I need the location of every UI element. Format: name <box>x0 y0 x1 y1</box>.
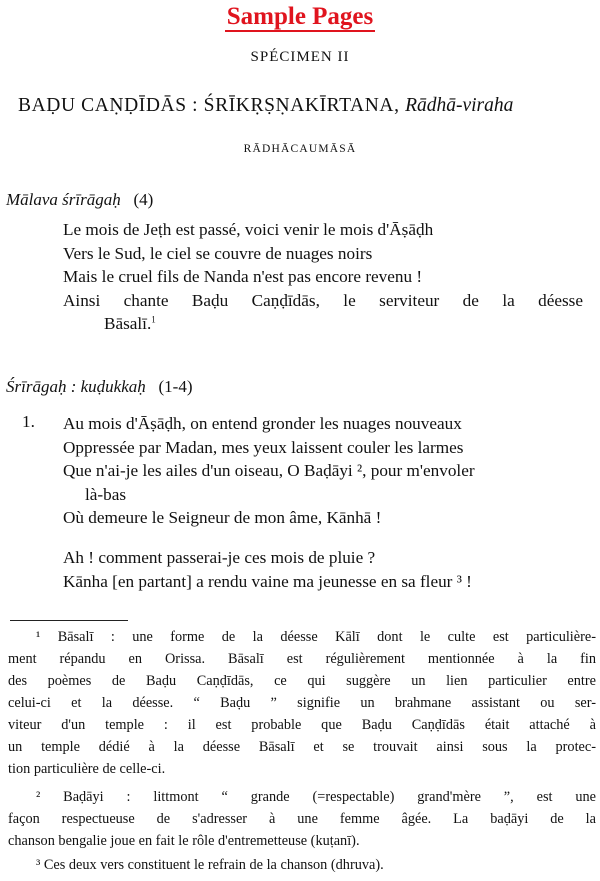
sample-pages-banner: Sample Pages <box>226 3 374 30</box>
section2-verse <box>63 412 475 530</box>
verse-line: Où demeure le Seigneur de mon âme, Kānhā ! <box>63 508 382 527</box>
footnote-3: ³ Ces deux vers constituent le refrain de la chanson (dhruva). <box>36 857 384 873</box>
verse-line: Oppressée par Madan, mes yeux laissent couler les larmes <box>63 437 464 457</box>
verse-line: Le mois de Jeṭh est passé, voici venir le mois d'Āṣāḍh <box>63 220 434 239</box>
section1-verse <box>63 218 583 336</box>
verse-line: Au mois d'Āṣāḍh, on entend gronder les nuages nouveaux <box>63 414 462 433</box>
section1-heading <box>6 190 153 210</box>
verse-line: Kānha [en partant] a rendu vaine ma jeunesse en sa fleur ³ ! <box>63 571 472 591</box>
section2-stanza2 <box>63 546 472 593</box>
footnote-divider <box>10 620 128 621</box>
work-title-italic: Rādhā-viraha <box>405 95 514 116</box>
verse-line: Vers le Sud, le ciel se couvre de nuages noirs <box>63 243 373 263</box>
verse-line: Que n'ai-je les ailes d'un oiseau, O Baḍāyi ², pour m'envoler <box>63 461 475 480</box>
section2-number: (1-4) <box>158 377 193 396</box>
section1-number: (4) <box>133 190 154 209</box>
work-title-main: BAḌU CAṆḌĪDĀS : ŚRĪKṚṢṆAKĪRTANA, <box>18 95 400 116</box>
section2-raga: Śrīrāgaḥ : kuḍukkaḥ <box>6 377 146 396</box>
verse-line: Ainsi chante Baḍu Caṇḍīdās, le serviteur de la déesse <box>63 290 583 310</box>
stanza-number: 1. <box>22 412 35 431</box>
specimen-heading: SPÉCIMEN II <box>250 49 350 65</box>
section2-heading <box>6 377 193 397</box>
poem-subtitle: RĀDHĀCAUMĀSĀ <box>243 143 357 155</box>
footnote-1: ¹ Bāsalī : une forme de la déesse Kālī dont le culte est particulière- ment répandu en Orissa. Bāsalī est régulièrement mentionnée à la fin des poèmes de Baḍu Caṇḍīdās, ce qui suggère un lien particulier entre celui-ci et la déesse. “ Baḍu ” signifie un brahmane assistant ou ser- viteur d'un temple : il est probable que Baḍu Caṇḍīdās était attaché à un temple dédié à la déesse Bāsalī et se trouvait ainsi sous la protec- tion particulière de celle-ci. <box>8 629 596 777</box>
footnote-ref-1: 1 <box>151 314 156 325</box>
verse-line-continuation: là-bas <box>85 484 127 504</box>
verse-line: Mais le cruel fils de Nanda n'est pas encore revenu ! <box>63 267 423 286</box>
work-title <box>18 95 598 117</box>
footnote-2: ² Baḍāyi : littmont “ grande (=respectable) grand'mère ”, est une façon respectueuse de s'adresser à une femme âgée. La baḍāyi de la chanson bengalie joue en fait le rôle d'entremetteuse (kuṭanī). <box>8 789 596 849</box>
verse-line-continuation: Bāsalī.$^1$ <box>104 314 156 333</box>
section1-raga: Mālava śrīrāgaḥ <box>6 190 121 209</box>
verse-line: Ah ! comment passerai-je ces mois de pluie ? <box>63 548 376 567</box>
